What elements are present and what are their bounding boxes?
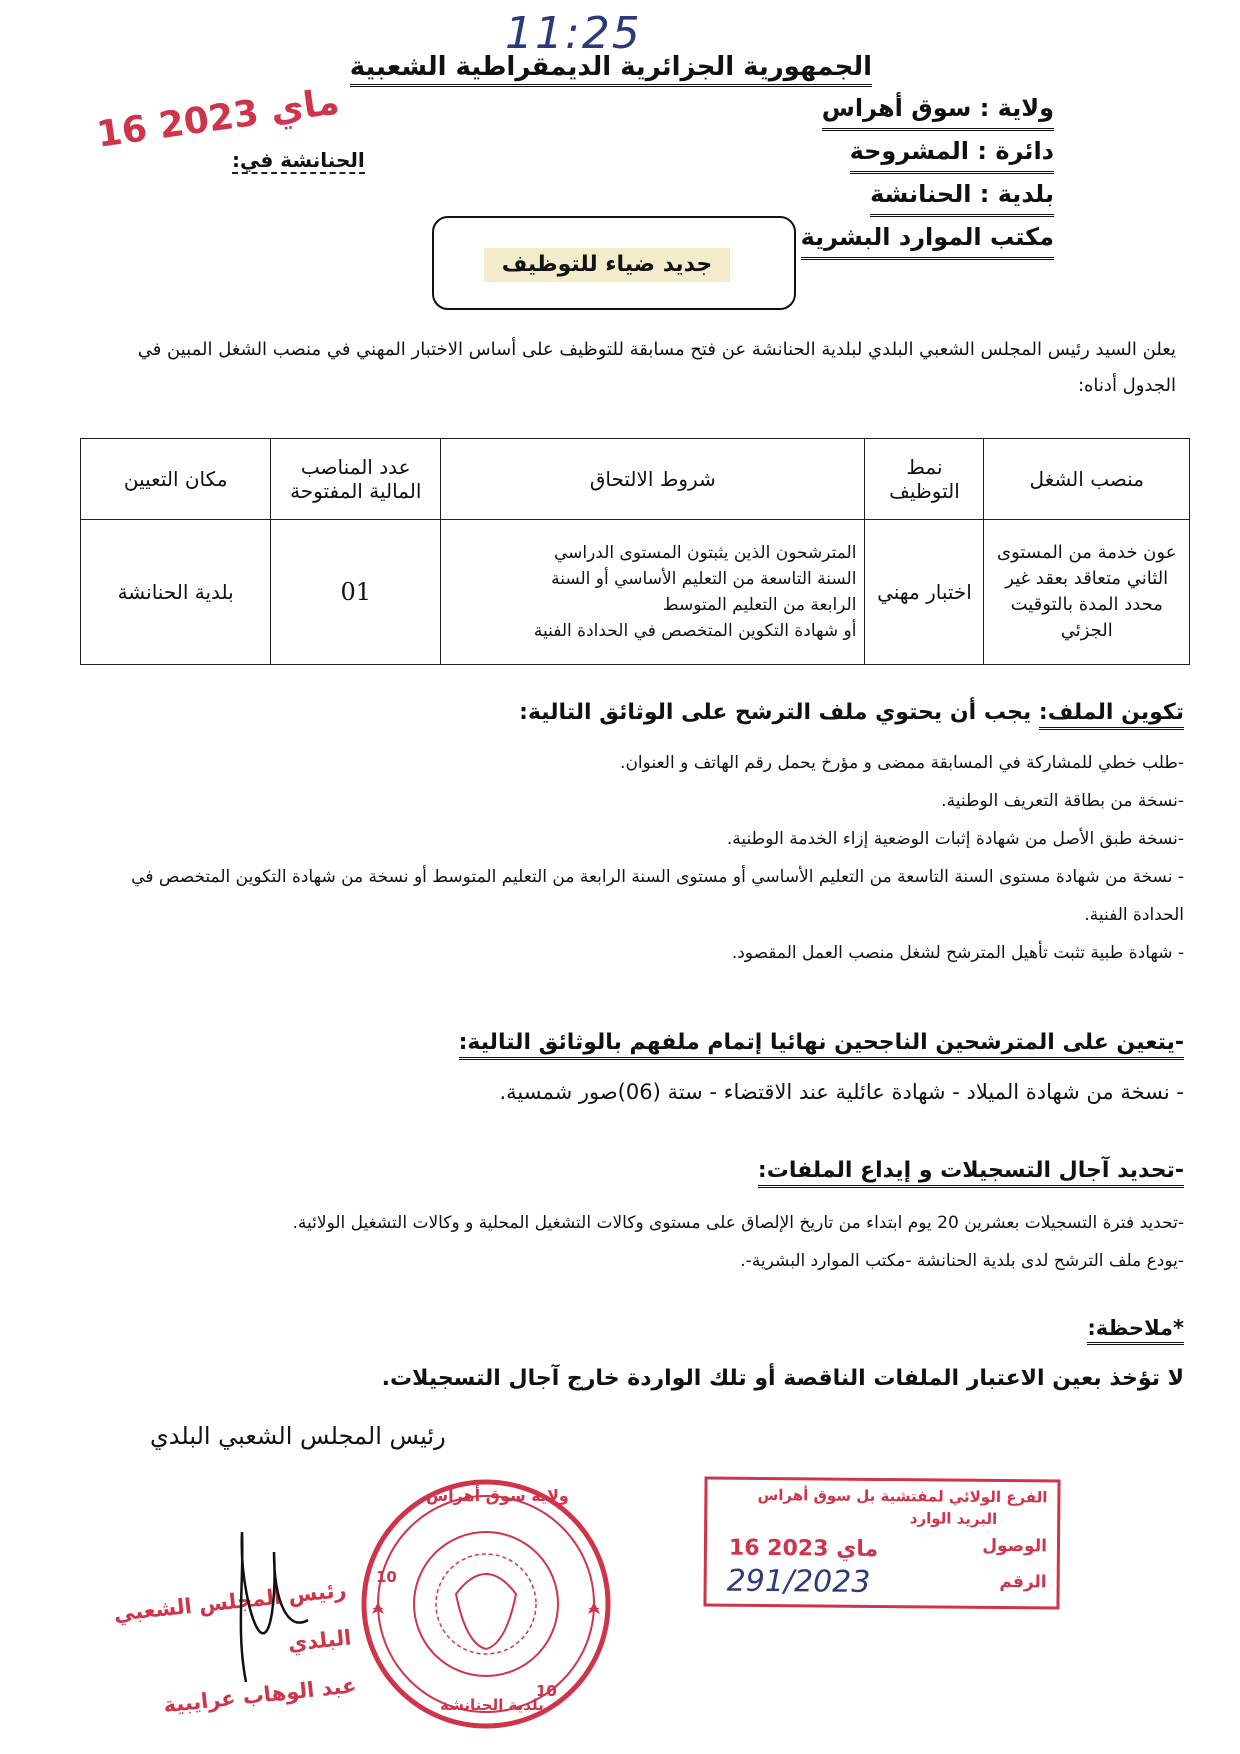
receipt-line-2: البريد الوارد [909, 1509, 998, 1529]
condition-line: المترشحون الذين يثبتون المستوى الدراسي [553, 543, 857, 563]
municipal-seal [356, 1474, 616, 1734]
cell-mode: اختبار مهني [865, 520, 984, 665]
office-line: مكتب الموارد البشرية [801, 219, 1054, 260]
condition-line: الرابعة من التعليم المتوسط [662, 595, 857, 615]
baladiya-line: بلدية : الحنانشة [870, 176, 1054, 217]
list-item: -تحديد فترة التسجيلات بعشرين 20 يوم ابتداء من تاريخ الإلصاق على مستوى وكالات التشغيل المحلية و وكالات التشغيل الولائية. [292, 1213, 1184, 1233]
seal-number-left: 10 [376, 1568, 397, 1586]
cell-conditions [441, 520, 865, 665]
receipt-number: 291/2023 [726, 1563, 871, 1600]
signature-stamp-title: رئيس المجلس الشعبي البلدي [112, 1577, 353, 1656]
place-date-label: الحنانشة في: [232, 148, 365, 172]
note-text: لا تؤخذ بعين الاعتبار الملفات الناقصة أو تلك الواردة خارج آجال التسجيلات. [381, 1366, 1184, 1391]
intro-paragraph: يعلن السيد رئيس المجلس الشعبي البلدي لبلدية الحنانشة عن فتح مسابقة للتوظيف على أساس الاختبار المهني في منصب الشغل المبين في الجدول أدناه: [137, 339, 1176, 396]
cell-post: عون خدمة من المستوى الثاني متعاقد بعقد غير محدد المدة بالتوقيت الجزئي [984, 520, 1190, 665]
final-section-heading: -يتعين على المترشحين الناجحين نهائيا إتمام ملفهم بالوثائق التالية: [459, 1030, 1184, 1060]
list-item: -طلب خطي للمشاركة في المسابقة ممضى و مؤرخ يحمل رقم الهاتف و العنوان. [620, 753, 1184, 773]
list-item: -نسخة طبق الأصل من شهادة إثبات الوضعية إزاء الخدمة الوطنية. [726, 829, 1184, 849]
title-box [432, 216, 796, 310]
list-item: - شهادة طبية تثبت تأهيل المترشح لشغل منصب العمل المقصود. [731, 943, 1184, 963]
list-item: - نسخة من شهادة مستوى السنة التاسعة من التعليم الأساسي أو مستوى السنة الرابعة من التعليم المتوسط أو نسخة من شهادة التكوين المتخصص في الحدادة الفنية. [131, 867, 1184, 925]
condition-line: أو شهادة التكوين المتخصص في الحدادة الفنية [533, 621, 857, 641]
file-heading-label: تكوين الملف: [1039, 700, 1184, 730]
col-conditions: شروط الالتحاق [441, 439, 865, 520]
signature-stamp-name: عبد الوهاب عرايبية [162, 1673, 358, 1718]
cell-place: بلدية الحنانشة [81, 520, 271, 665]
receipt-line-3: الوصول [982, 1535, 1048, 1557]
col-place: مكان التعيين [81, 439, 271, 520]
final-section-text: - نسخة من شهادة الميلاد - شهادة عائلية عند الاقتضاء - ستة (06)صور شمسية. [499, 1080, 1184, 1104]
date-stamp: 16 ماي 2023 [94, 81, 342, 156]
note-heading: *ملاحظة: [1087, 1316, 1184, 1345]
deadline-items [120, 1204, 1184, 1280]
file-section-heading [519, 700, 1184, 725]
col-count: عدد المناصب المالية المفتوحة [271, 439, 441, 520]
receipt-line-4: الرقم [999, 1572, 1047, 1593]
wilaya-line: ولاية : سوق أهراس [822, 90, 1054, 131]
jobs-table [80, 438, 1190, 665]
cell-count: 01 [271, 520, 441, 665]
daira-line: دائرة : المشروحة [850, 133, 1054, 174]
receipt-stamp [703, 1476, 1060, 1609]
page-title: جديد ضياء للتوظيف [484, 248, 730, 282]
table-row [81, 520, 1190, 665]
deadline-section-heading: -تحديد آجال التسجيلات و إيداع الملفات: [758, 1158, 1184, 1188]
header-admin-block [801, 90, 1054, 260]
signature-title: رئيس المجلس الشعبي البلدي [150, 1422, 446, 1450]
receipt-line-1: الفرع الولائي لمفتشية بل سوق أهراس [757, 1485, 1048, 1507]
list-item: -نسخة من بطاقة التعريف الوطنية. [941, 791, 1184, 811]
file-items [120, 744, 1184, 972]
col-mode: نمط التوظيف [865, 439, 984, 520]
seal-bottom-text: بلدية الحنانشة [440, 1696, 544, 1714]
condition-line: السنة التاسعة من التعليم الأساسي أو السنة [551, 569, 857, 589]
seal-top-text: ولاية سوق أهراس [426, 1486, 569, 1505]
handwritten-reference: 11:25 [505, 8, 642, 59]
col-post: منصب الشغل [984, 439, 1190, 520]
table-header-row [81, 439, 1190, 520]
seal-number-right: 10 [536, 1682, 557, 1700]
file-heading-text: يجب أن يحتوي ملف الترشح على الوثائق التالية: [519, 700, 1039, 725]
list-item: -يودع ملف الترشح لدى بلدية الحنانشة -مكتب الموارد البشرية-. [740, 1251, 1184, 1271]
republic-title: الجمهورية الجزائرية الديمقراطية الشعبية [350, 52, 872, 87]
receipt-date: 16 ماي 2023 [728, 1535, 879, 1562]
handwritten-signature [216, 1512, 326, 1692]
seal-graphic [356, 1474, 616, 1734]
